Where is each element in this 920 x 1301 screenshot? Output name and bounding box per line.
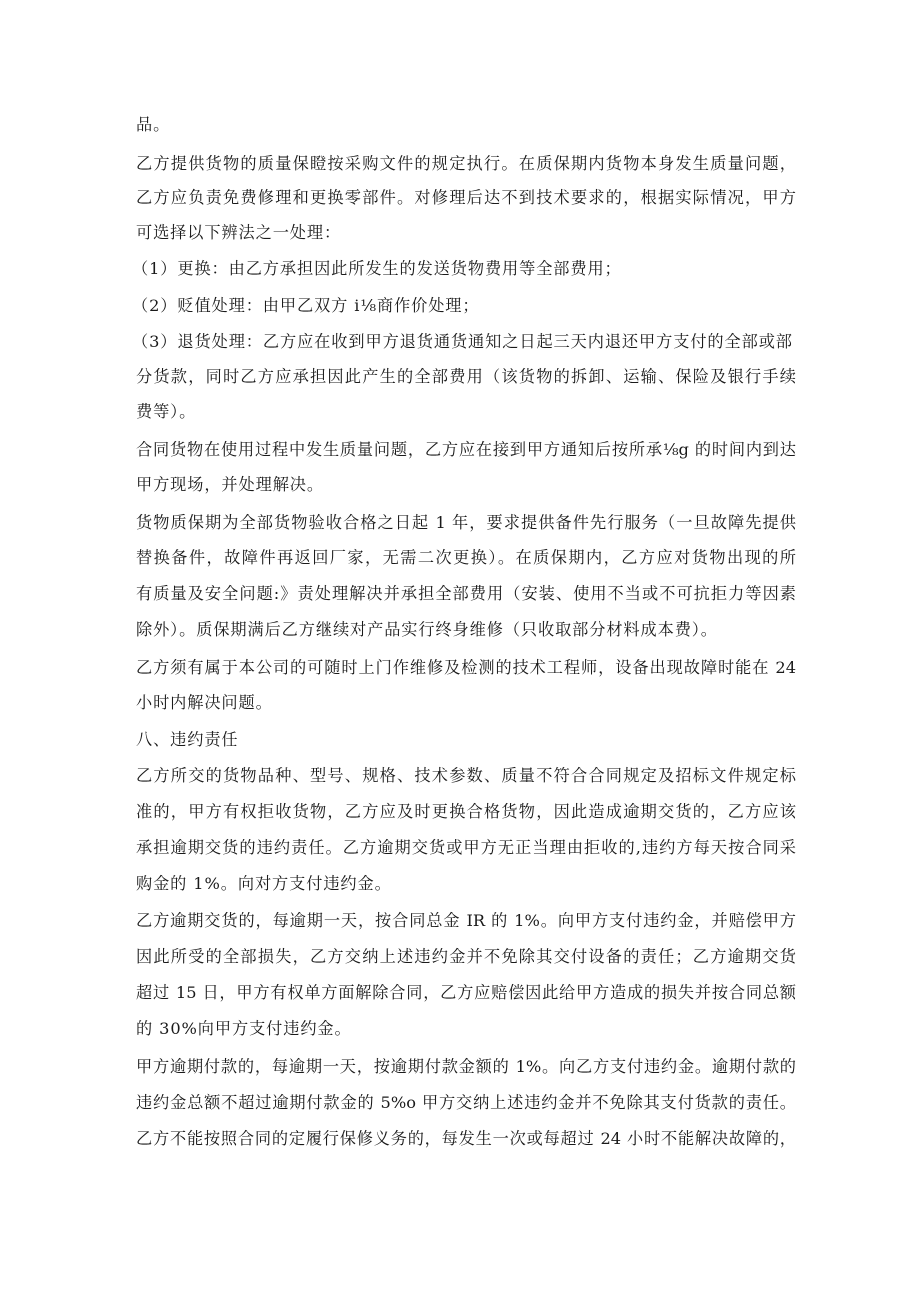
text-line: 承担逾期交货的违约责任。乙方逾期交货或甲方无正当理由拒收的,违约方每天按合同采 (136, 838, 796, 857)
text-line: 违约金总额不超过逾期付款金的 5%o 甲方交纳上述违约金并不免除其支付货款的责任。 (136, 1093, 796, 1112)
text-line: （2）贬值处理：由甲乙双方 i⅛商作价处理； (132, 296, 480, 315)
text-line: 甲方现场，并处理解决。 (136, 475, 324, 494)
text-line: 替换备件，故障件再返回厂家，无需二次更换）。在质保期内，乙方应对货物出现的所 (136, 548, 796, 567)
text-line: 甲方逾期付款的，每逾期一天，按逾期付款金额的 1%。向乙方支付违约金。逾期付款的 (136, 1057, 796, 1076)
text-line: 合同货物在使用过程中发生质量问题，乙方应在接到甲方通知后按所承⅛g 的时间内到达 (136, 440, 796, 459)
text-line: （1）更换：由乙方承担因此所发生的发送货物费用等全部费用； (132, 259, 622, 278)
text-line: 费等）。 (136, 402, 197, 421)
section-heading: 八、违约责任 (136, 730, 239, 749)
text-line: 分货款，同时乙方应承担因此产生的全部费用（该货物的拆卸、运输、保险及银行手续 (136, 367, 796, 386)
text-line: 乙方提供货物的质量保瞪按采购文件的规定执行。在质保期内货物本身发生质量问题， (136, 154, 796, 173)
text-line: 乙方须有属于本公司的可随时上门作维修及检测的技术工程师，设备出现故障时能在 24 (136, 658, 796, 677)
text-line: 除外）。质保期满后乙方继续对产品实行终身维修（只收取部分材料成本费）。 (136, 620, 718, 639)
text-line: 因此所受的全部损失，乙方交纳上述违约金并不免除其交付设备的责任；乙方逾期交货 (136, 947, 796, 966)
text-line: （3）退货处理：乙方应在收到甲方退货通货通知之日起三天内退还甲方支付的全部或部 (132, 332, 792, 351)
text-line: 乙方所交的货物品种、型号、规格、技术参数、质量不符合合同规定及招标文件规定标 (136, 766, 796, 785)
text-line: 小时内解决问题。 (136, 693, 273, 712)
text-line: 准的，甲方有权拒收货物，乙方应及时更换合格货物，因此造成逾期交货的，乙方应该 (136, 802, 796, 821)
text-line: 的 30%向甲方支付违约金。 (136, 1019, 352, 1038)
text-line: 乙方应负责免费修理和更换零部件。对修理后达不到技术要求的，根据实际情况，甲方 (136, 188, 796, 207)
text-line: 可选择以下辨法之一处理： (136, 223, 342, 242)
text-line: 超过 15 日，甲方有权单方面解除合同，乙方应赔偿因此给甲方造成的损失并按合同总额 (136, 983, 796, 1002)
text-line: 货物质保期为全部货物验收合格之日起 1 年，要求提供备件先行服务（一旦故障先提供 (136, 513, 796, 532)
text-line: 乙方不能按照合同的定履行保修义务的，每发生一次或每超过 24 小时不能解决故障的， (136, 1129, 796, 1148)
text-line: 有质量及安全问题:》责处理解决并承担全部费用（安装、使用不当或不可抗拒力等因素 (136, 584, 796, 603)
text-line: 乙方逾期交货的，每逾期一天，按合同总金 IR 的 1%。向甲方支付违约金，并赔偿甲方 (136, 911, 796, 930)
text-line: 品。 (136, 115, 171, 134)
text-line: 购金的 1%。向对方支付违约金。 (136, 874, 392, 893)
